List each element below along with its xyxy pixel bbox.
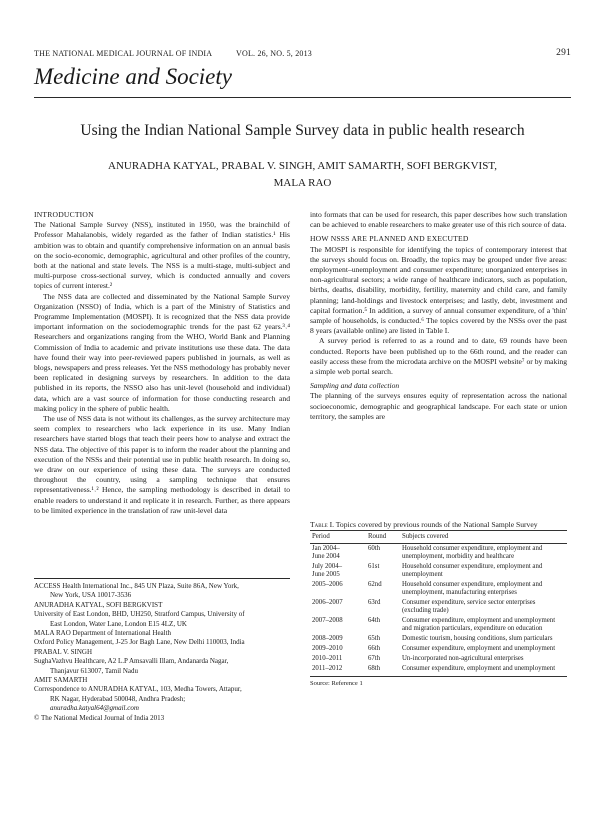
affiliation-line: New York, USA 10017-3536 xyxy=(50,591,132,600)
cell-period: 2009–2010 xyxy=(312,645,343,652)
intro-heading: INTRODUCTION xyxy=(34,210,94,219)
cell-subjects: Household consumer expenditure, employment and unemployment, morbidity and healthcare xyxy=(402,545,543,560)
table-row xyxy=(310,654,567,664)
cell-round: 61st xyxy=(368,563,380,570)
planning-heading: HOW NSSS ARE PLANNED AND EXECUTED xyxy=(310,234,469,244)
journal-name: THE NATIONAL MEDICAL JOURNAL OF INDIA xyxy=(34,49,213,58)
affiliation-line: Thanjavur 613007, Tamil Nadu xyxy=(50,666,139,675)
section-rule xyxy=(34,97,571,98)
cell-round: 64th xyxy=(368,617,381,624)
author-list xyxy=(60,158,545,192)
affiliation-line: Oxford Policy Management, J-25 Jor Bagh Lane, New Delhi 110003, India xyxy=(34,638,245,647)
affiliation-line: University of East London, BHD, UH250, Stratford Campus, University of xyxy=(34,610,245,619)
cell-subjects: Consumer expenditure, service sector enterprises (excluding trade) xyxy=(402,599,536,614)
table-row xyxy=(310,644,567,654)
affiliation-line: SughaVazhvu Healthcare, A2 L.P Amsavalli Illam, Andanarda Nagar, xyxy=(34,657,229,666)
affiliation-line: MALA RAO Department of International Health xyxy=(34,629,172,638)
cell-subjects: Domestic tourism, housing conditions, slum particulars xyxy=(402,635,553,642)
volume-info: VOL. 26, NO. 5, 2013 xyxy=(236,49,312,58)
table-row xyxy=(310,664,567,677)
article-title: Using the Indian National Sample Survey data in public health research xyxy=(80,122,525,139)
affiliation-line: AMIT SAMARTH xyxy=(34,676,88,685)
cell-round: 66th xyxy=(368,645,381,652)
intro-paragraph-1: The National Sample Survey (NSS), instituted in 1950, was the brainchild of Professor Mahalanobis, widely regarded as the father of Indian statistics.¹ His ambition was to obtain and quantify comprehensive information on an annual basis on the socio-economic, demographic, agricultural and other profiles of the country, both at the national and state levels. The NSS is a multi-stage, multi-subject and multi-purpose cross-sectional survey, which is conducted annually and covers topics of current interest.² xyxy=(34,220,290,291)
cell-period: 2005–2006 xyxy=(312,581,343,588)
authors-line-1: ANURADHA KATYAL, PRABAL V. SINGH, AMIT SAMARTH, SOFI BERGKVIST, xyxy=(108,160,497,172)
table-row xyxy=(310,598,567,616)
cell-subjects: Household consumer expenditure, employment and unemployment xyxy=(402,563,543,578)
right-column xyxy=(310,210,567,422)
cell-period: 2011–2012 xyxy=(310,664,366,677)
cell-round: 67th xyxy=(368,655,381,662)
cell-round: 65th xyxy=(368,635,381,642)
table-block xyxy=(310,520,567,687)
intro-paragraph-3: The use of NSS data is not without its challenges, as the survey architecture may seem complex to researchers who lack experience in its use. Many Indian researchers have started blogs that teach their peers how to analyse and extract the NSS data. The objective of this paper is to inform the reader about the planning and execution of the NSSs and their potential use in public health research. In doing so, we draw on our experience of using these data. The surveys are conducted throughout the country, using a sampling technique that ensures representativeness.¹˒² Hence, the sampling methodology is described in detail to enable readers to understand it and replicate it in research. Further, as there appears to be limited experience in the translation of raw unit-level data xyxy=(34,414,290,515)
planning-paragraph-2: A survey period is referred to as a round and to date, 69 rounds have been conducted. Reports have been published up to the 66th round, and the reader can easily access these from the microdata archive on the MOSPI website⁷ or by making a simple web portal search. xyxy=(310,336,567,377)
cell-period: 2007–2008 xyxy=(312,617,343,624)
table-label: Table I. xyxy=(310,520,335,529)
cell-period: 2010–2011 xyxy=(312,655,343,662)
page-number: 291 xyxy=(556,48,571,58)
planning-paragraph-1: The MOSPI is responsible for identifying the topics of contemporary interest that the surveys should focus on. Broadly, the topics may be grouped under five areas: employment–unemployment and consumer expenditure; unorganized enterprises in non-agricultural sectors; a wide range of healthcare indicators, such as population, births, deaths, disability, morbidity, fertility, maternity and child care, and family planning; land-holdings and livestock enterprises; and lastly, debt, investment and capital formation.⁵ In addition, a survey of annual consumer expenditure, of a 'thin' sample of households, is conducted.⁶ The topics covered by the NSSs over the past 8 years (available online) are listed in Table I. xyxy=(310,244,567,336)
sampling-paragraph: The planning of the surveys ensures equity of representation across the national socioeconomic, demographic and geographical landscape. For each state or union territory, the samples are xyxy=(310,391,567,421)
cell-period: July 2004– June 2005 xyxy=(312,563,343,578)
col-header-subjects: Subjects covered xyxy=(400,531,567,544)
cell-subjects: Consumer expenditure, employment and unemployment and migration particulars, expenditure on education xyxy=(402,617,556,632)
col-header-round: Round xyxy=(366,531,400,544)
affiliation-line: ANURADHA KATYAL, SOFI BERGKVIST xyxy=(34,600,163,609)
affiliation-line: Correspondence to ANURADHA KATYAL, 103, Medha Towers, Attapur, xyxy=(34,685,242,694)
table-caption-text: Topics covered by previous rounds of the National Sample Survey xyxy=(335,520,538,529)
cell-subjects: Household consumer expenditure, employment and unemployment, manufacturing enterprises xyxy=(402,581,543,596)
cell-period: 2006–2007 xyxy=(312,599,343,606)
intro-paragraph-2: The NSS data are collected and disseminated by the National Sample Survey Organization (NSSO) of India, which is a part of the Ministry of Statistics and Programme Implementation (MOSPI). It is recognized that the NSS data provide important information on the sociodemographic trends for the past 62 years.³˒⁴ Researchers and organizations ranging from the WHO, World Bank and Planning Commission of India to academic and private institutions use these data. The data have found their way into peer-reviewed papers published in journals, as well as blogs, newspapers and press releases. Yet the NSS methodology has probably never been replicated in designing surveys by researchers. In addition to the data published in its reports, the NSSO also has unit-level (household and individual) data, which are a vast source of information for those conducting research and making policy in the sphere of public health. xyxy=(34,291,290,413)
cell-subjects: Consumer expenditure, employment and unemployment xyxy=(402,645,556,652)
cell-round: 62nd xyxy=(368,581,382,588)
left-column xyxy=(34,210,290,516)
cell-round: 63rd xyxy=(368,599,381,606)
affiliation-rule xyxy=(34,578,290,579)
table-row xyxy=(310,634,567,644)
affiliation-line: anuradha.katyal64@gmail.com xyxy=(50,704,139,713)
affiliation-line: East London, Water Lane, London E15 4LZ, UK xyxy=(50,619,187,628)
right-paragraph-0: into formats that can be used for research, this paper describes how such translation can be achieved to enable researchers to make greater use of this rich source of data. xyxy=(310,210,567,230)
cell-period: Jan 2004– June 2004 xyxy=(312,545,340,560)
table-row xyxy=(310,616,567,634)
cell-subjects: Consumer expenditure, employment and unemployment xyxy=(400,664,567,677)
cell-round: 60th xyxy=(368,545,381,552)
affiliation-line: ACCESS Health International Inc., 845 UN Plaza, Suite 86A, New York, xyxy=(34,582,239,590)
affiliations-block xyxy=(34,582,294,723)
authors-line-2: MALA RAO xyxy=(273,177,332,189)
affiliation-line: PRABAL V. SINGH xyxy=(34,647,93,656)
col-header-period: Period xyxy=(310,531,366,544)
affiliation-line: RK Nagar, Hyderabad 500048, Andhra Pradesh; xyxy=(50,694,186,703)
table-row xyxy=(310,562,567,580)
table-source: Source: Reference 1 xyxy=(310,680,363,687)
table-header-row xyxy=(310,531,567,544)
section-title: Medicine and Society xyxy=(34,64,232,89)
table-caption xyxy=(310,520,567,530)
topics-table xyxy=(310,530,567,677)
sampling-heading: Sampling and data collection xyxy=(310,381,400,391)
affiliation-line: © The National Medical Journal of India 2013 xyxy=(34,713,165,722)
cell-subjects: Un-incorporated non-agricultural enterprises xyxy=(402,655,524,662)
cell-round: 68th xyxy=(366,664,400,677)
table-row xyxy=(310,580,567,598)
cell-period: 2008–2009 xyxy=(312,635,343,642)
table-row xyxy=(310,544,567,563)
